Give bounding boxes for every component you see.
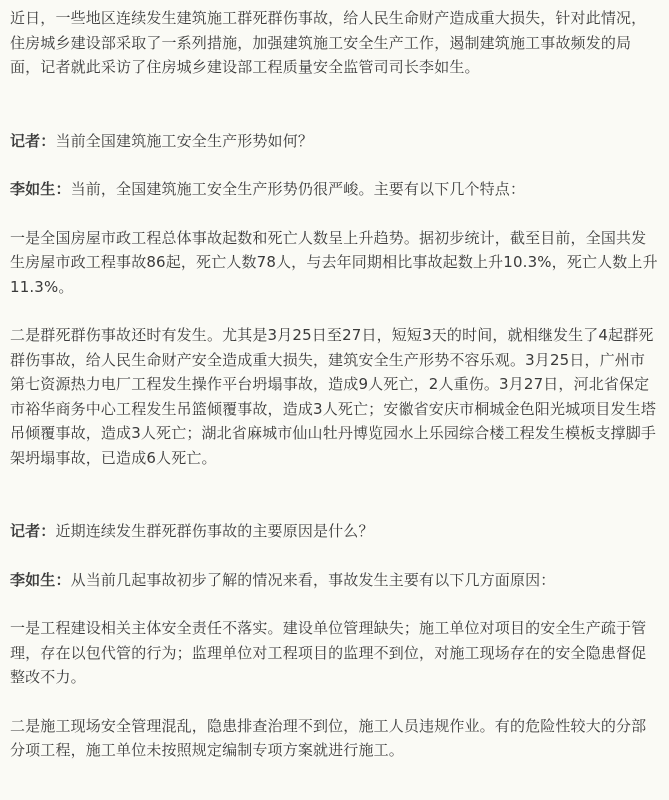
paragraph-spacer: [10, 592, 659, 616]
paragraph-spacer: [10, 202, 659, 226]
answer-text: 当前，全国建筑施工安全生产形势仍很严峻。主要有以下几个特点：: [70, 180, 526, 198]
answer-text: 从当前几起事故初步了解的情况来看，事故发生主要有以下几方面原因：: [70, 570, 556, 589]
answer-point-paragraph: 一是全国房屋市政工程总体事故起数和死亡人数呈上升趋势。据初步统计，截至目前，全国共发生房屋市政工程事故86起，死亡人数78人，与去年同期相比事故起数上升10.3%，死亡人数上升11.3%。: [10, 228, 658, 296]
section-spacer: [10, 80, 659, 129]
paragraph-spacer: [10, 153, 659, 177]
answer-point-paragraph: 一是工程建设相关主体安全责任不落实。建设单位管理缺失；施工单位对项目的安全生产疏于管理，存在以包代管的行为；监理单位对工程项目的监理不到位，对施工现场存在的安全隐患督促整改不力。: [10, 619, 647, 686]
question-speaker: 记者：: [10, 131, 56, 150]
paragraph-spacer: [10, 299, 659, 323]
intro-paragraph: 近日，一些地区连续发生建筑施工群死群伤事故，给人民生命财产造成重大损失，针对此情况，住房城乡建设部采取了一系列措施，加强建筑施工安全生产工作，遏制建筑施工事故频发的局面，记者就此采访了住房城乡建设部工程质量安全监管司司长李如生。: [10, 9, 647, 76]
interview-article: [10, 6, 659, 763]
answer-speaker: 李如生：: [10, 180, 71, 198]
qa-section-1: [10, 129, 659, 471]
question-speaker: 记者：: [10, 522, 56, 540]
answer-paragraph-1: [10, 177, 659, 202]
qa-section-2: [10, 519, 659, 763]
paragraph-spacer: [10, 544, 659, 568]
paragraph-spacer: [10, 690, 659, 714]
answer-paragraph-2: [10, 568, 659, 593]
question-paragraph-1: [10, 129, 659, 154]
question-paragraph-2: [10, 519, 659, 544]
answer-point-paragraph: 二是群死群伤事故还时有发生。尤其是3月25日至27日，短短3天的时间，就相继发生了4起群死群伤事故，给人民生命财产安全造成重大损失，建筑安全生产形势不容乐观。3月25日，广州市第七资源热力电厂工程发生操作平台坍塌事故，造成9人死亡，2人重伤。3月27日，河北省保定市裕华商务中心工程发生吊篮倾覆事故，造成3人死亡；安徽省安庆市桐城金色阳光城项目发生塔吊倾覆事故，造成3人死亡；湖北省麻城市仙山牡丹博览园水上乐园综合楼工程发生模板支撑脚手架坍塌事故，已造成6人死亡。: [10, 326, 656, 467]
question-text: 近期连续发生群死群伤事故的主要原因是什么？: [55, 522, 374, 540]
answer-point-paragraph: 二是施工现场安全管理混乱，隐患排查治理不到位，施工人员违规作业。有的危险性较大的分部分项工程，施工单位未按照规定编制专项方案就进行施工。: [10, 716, 647, 759]
section-spacer: [10, 470, 659, 519]
answer-speaker: 李如生：: [10, 570, 71, 589]
question-text: 当前全国建筑施工安全生产形势如何？: [55, 131, 314, 150]
